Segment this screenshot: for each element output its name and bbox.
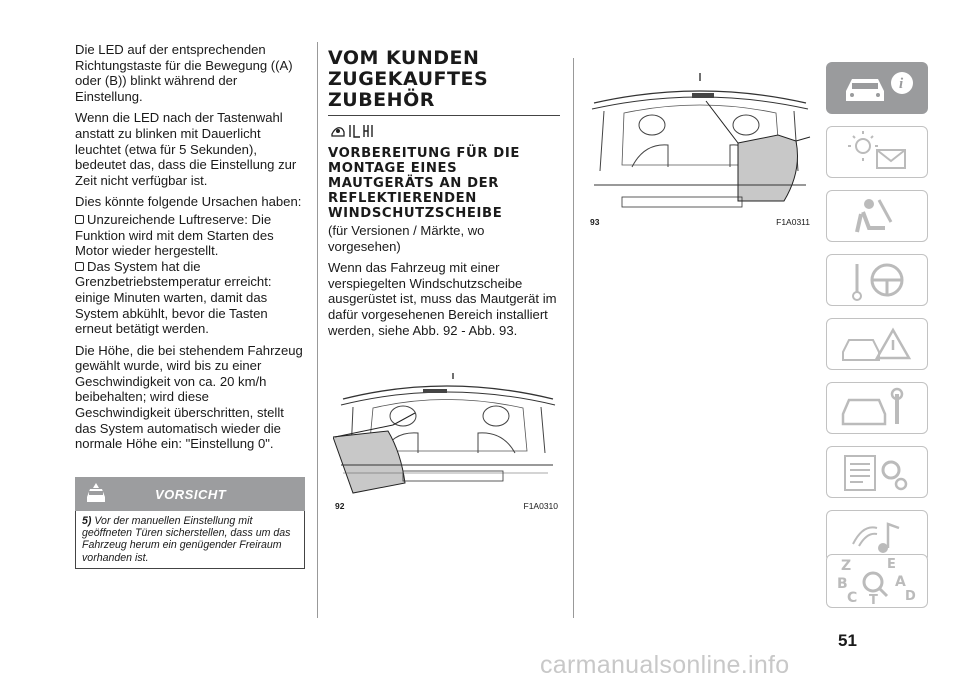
svg-text:A: A [895,574,906,590]
watermark: carmanualsonline.info [540,651,790,679]
svg-text:C: C [847,590,858,606]
figure-number: 92 [335,501,345,511]
tab-maintenance[interactable] [826,382,928,434]
accessory-icon [330,122,376,140]
tab-dashboard[interactable] [826,126,928,178]
tab-starting-driving[interactable] [826,254,928,306]
car-warning-icon [833,322,923,368]
figure-code: F1A0310 [523,501,558,511]
figure-92 [333,353,560,513]
seat-airbag-icon [833,194,923,240]
paragraph: Wenn das Fahrzeug mit einer verspiegelten Windschutzscheibe ausgerüstet ist, muss das Mautgerät im dafür vorgesehenen Bereich installiert werden, siehe Abb. 92 - Abb. 93. [328,260,557,338]
column-divider [573,58,574,618]
tab-index[interactable] [826,554,928,608]
bullet-text: Unzureichende Luftreserve: Die Funktion wird mit dem Starten des Motor wieder hergestellt. [75,211,274,259]
subsection-heading: VORBEREITUNG FÜR DIE MONTAGE EINES MAUTGERÄTS AN DER REFLEKTIERENDEN WINDSCHUTZSCHEIBE [328,146,520,221]
figure-93 [588,61,812,231]
column-left [75,42,307,458]
section-heading: VOM KUNDEN ZUGEKAUFTES ZUBEHÖR [328,47,489,111]
warning-title: VORSICHT [155,487,227,502]
heading-rule [328,115,560,116]
column-divider [317,42,318,618]
warning-header [75,477,305,511]
svg-text:D: D [905,589,916,604]
tab-technical-data[interactable] [826,446,928,498]
bullet-item [75,212,307,259]
car-info-icon [832,65,922,111]
svg-text:E: E [887,557,896,572]
svg-text:T: T [869,593,878,606]
bullet-text: Das System hat die Grenzbetriebstemperatur erreicht: einige Minuten warten, damit das System abkühlt, bevor die Tasten erneut betätigt werden. [75,258,272,337]
warning-text: Vor der manuellen Einstellung mit geöffneten Türen sicherstellen, dass um das Fahrzeug herum ein genügender Freiraum vorhanden ist. [82,515,291,564]
svg-text:i: i [899,76,904,92]
car-warning-icon [83,482,109,506]
paragraph: (für Versionen / Märkte, wo vorgesehen) [328,223,485,254]
paragraph: Die LED auf der entsprechenden Richtungstaste für die Bewegung ((A) oder (B)) blinkt während der Einstellung. [75,42,293,104]
tab-car-info[interactable] [826,62,928,114]
svg-text:B: B [837,576,848,592]
bullet-icon [75,215,84,224]
figure-92-illustration [333,353,560,501]
figure-number: 93 [590,217,600,227]
warning-number: 5) [82,515,92,527]
paragraph: Die Höhe, die bei stehendem Fahrzeug gewählt wurde, wird bis zu einer Geschwindigkeit von ca. 20 km/h beibehalten; wird diese Geschwindigkeit überschritten, stellt das System automatisch wieder die normale Höhe ein: "Einstellung 0". [75,342,303,452]
tab-safety[interactable] [826,190,928,242]
sun-envelope-icon [833,130,923,176]
page-number: 51 [838,631,857,650]
list-gear-icon [833,450,923,496]
figure-code: F1A0311 [776,217,810,227]
tab-emergency[interactable] [826,318,928,370]
warning-body [75,511,305,569]
warning-box [75,477,305,569]
paragraph: Wenn die LED nach der Tastenwahl anstatt zu blinken mit Dauerlicht leuchtet (etwa für 5 Sekunden), bedeutet das, dass die Einstellung zur Zeit nicht verfügbar ist. [75,110,297,188]
figure-93-illustration [588,61,812,217]
bullet-icon [75,262,84,271]
steering-wheel-icon [833,258,923,304]
car-wrench-icon [833,386,923,432]
column-middle [328,48,560,344]
svg-text:Z: Z [841,558,852,574]
bullet-item [75,259,307,337]
paragraph: Dies könnte folgende Ursachen haben: [75,194,302,210]
alphabet-index-icon [833,556,923,606]
